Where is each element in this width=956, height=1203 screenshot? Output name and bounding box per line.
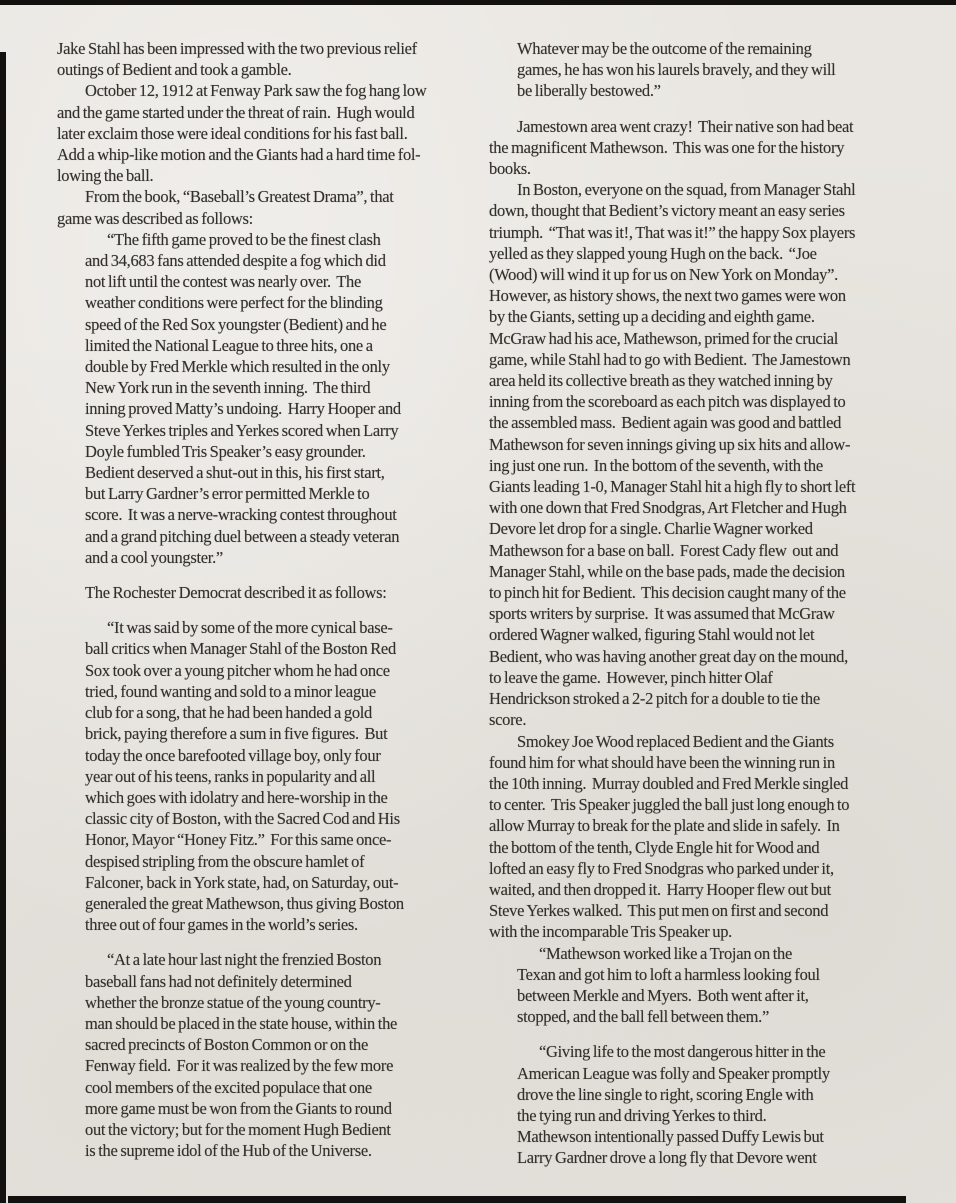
text-line: sports writers by surprise. It was assumed that McGraw <box>489 604 835 624</box>
text-line: down, thought that Bedient’s victory meant an easy series <box>489 201 845 221</box>
text-line: Bedient deserved a shut-out in this, his first start, <box>85 463 385 483</box>
text-line: which goes with idolatry and here-worship in the <box>85 787 388 807</box>
paragraph <box>57 949 477 1161</box>
text-line: Add a whip-like motion and the Giants had a hard time fol- <box>57 145 421 165</box>
text-line: “Giving life to the most dangerous hitter in the <box>539 1042 826 1062</box>
text-line: yelled as they slapped young Hugh on the back. “Joe <box>489 243 817 263</box>
paragraph <box>57 80 477 186</box>
text-line: between Merkle and Myers. Both went after it, <box>517 985 809 1005</box>
text-line: not lift until the contest was nearly over. The <box>85 272 361 292</box>
text-line: drove the line single to right, scoring Engle with <box>517 1084 814 1104</box>
text-line: ing just one run. In the bottom of the seventh, with the <box>489 455 823 475</box>
text-line: New York run in the seventh inning. The third <box>85 378 371 398</box>
text-line: later exclaim those were ideal conditions for his fast ball. <box>57 123 408 143</box>
text-line: Sox took over a young pitcher whom he had once <box>85 660 390 680</box>
text-line: Honor, Mayor “Honey Fitz.” For this same once- <box>85 830 392 850</box>
paragraph <box>489 1041 913 1168</box>
text-line: (Wood) will wind it up for us on New York on Monday”. <box>489 265 838 285</box>
text-line: double by Fred Merkle which resulted in the only <box>85 357 390 377</box>
text-line: Devore let drop for a single. Charlie Wagner worked <box>489 519 813 539</box>
text-line: man should be placed in the state house, within the <box>85 1013 398 1033</box>
text-line: be liberally bestowed.” <box>517 81 661 101</box>
text-line: Mathewson intentionally passed Duffy Lewis but <box>517 1127 824 1147</box>
text-line: the magnificent Mathewson. This was one for the history <box>489 137 845 157</box>
paragraph <box>489 943 913 1028</box>
text-line: stopped, and the ball fell between them.” <box>517 1007 770 1027</box>
text-line: “The fifth game proved to be the finest clash <box>107 229 381 249</box>
paragraph <box>489 179 913 730</box>
text-line: inning from the scoreboard as each pitch was displayed to <box>489 392 846 412</box>
text-line: Jamestown area went crazy! Their native son had beat <box>517 116 854 136</box>
text-line: Steve Yerkes walked. This put men on first and second <box>489 901 829 921</box>
text-line: In Boston, everyone on the squad, from Manager Stahl <box>517 180 856 200</box>
text-line: lowing the ball. <box>57 166 154 186</box>
text-line: October 12, 1912 at Fenway Park saw the fog hang low <box>85 81 427 101</box>
text-line: limited the National League to three hits, one a <box>85 335 373 355</box>
text-line: the 10th inning. Murray doubled and Fred Merkle singled <box>489 773 849 793</box>
left-text-column <box>57 38 477 1161</box>
text-line: Hendrickson stroked a 2-2 pitch for a double to tie the <box>489 689 820 709</box>
text-line: allow Murray to break for the plate and slide in safely. In <box>489 816 840 836</box>
right-text-column <box>489 38 913 1169</box>
text-line: cool members of the excited populace that one <box>85 1077 372 1097</box>
text-line: generaled the great Mathewson, thus giving Boston <box>85 893 404 913</box>
text-line: by the Giants, setting up a deciding and eighth game. <box>489 307 815 327</box>
text-line: the assembled mass. Bedient again was good and battled <box>489 413 842 433</box>
text-line: brick, paying therefore a sum in five figures. But <box>85 724 388 744</box>
text-line: Larry Gardner drove a long fly that Devore went <box>517 1148 817 1168</box>
text-line: Bedient, who was having another great day on the mound, <box>489 646 848 666</box>
text-line: Fenway field. For it was realized by the few more <box>85 1056 394 1076</box>
text-line: but Larry Gardner’s error permitted Merkle to <box>85 484 370 504</box>
text-line: game, while Stahl had to go with Bedient. The Jamestown <box>489 349 851 369</box>
text-line: triumph. “That was it!, That was it!” the happy Sox players <box>489 222 856 242</box>
text-line: From the book, “Baseball’s Greatest Drama”, that <box>85 187 394 207</box>
text-line: outings of Bedient and took a gamble. <box>57 60 292 80</box>
text-line: books. <box>489 159 531 179</box>
text-line: sacred precincts of Boston Common or on the <box>85 1035 368 1055</box>
text-line: game was described as follows: <box>57 208 253 228</box>
text-line: and 34,683 fans attended despite a fog which did <box>85 251 386 271</box>
text-line: to pinch hit for Bedient. This decision caught many of the <box>489 583 846 603</box>
text-line: McGraw had his ace, Mathewson, primed for the crucial <box>489 328 839 348</box>
text-line: classic city of Boston, with the Sacred Cod and His <box>85 809 400 829</box>
scan-edge-top <box>0 0 956 5</box>
text-line: speed of the Red Sox youngster (Bedient) and he <box>85 314 387 334</box>
text-line: ordered Wagner walked, figuring Stahl would not let <box>489 625 815 645</box>
text-line: score. It was a nerve-wracking contest throughout <box>85 505 397 525</box>
text-line: Doyle fumbled Tris Speaker’s easy grounder. <box>85 441 366 461</box>
text-line: out the victory; but for the moment Hugh Bedient <box>85 1119 391 1139</box>
text-line: year out of his teens, ranks in popularity and all <box>85 766 376 786</box>
text-line: games, he has won his laurels bravely, and they will <box>517 60 836 80</box>
text-line: to center. Tris Speaker juggled the ball just long enough to <box>489 795 850 815</box>
paragraph <box>489 731 913 943</box>
text-line: waited, and then dropped it. Harry Hooper flew out but <box>489 879 831 899</box>
text-line: Steve Yerkes triples and Yerkes scored when Larry <box>85 420 399 440</box>
paragraph <box>57 582 477 603</box>
text-line: whether the bronze statue of the young country- <box>85 992 381 1012</box>
paragraph <box>489 116 913 180</box>
scan-edge-bottom <box>8 1196 906 1203</box>
text-line: with the incomparable Tris Speaker up. <box>489 922 732 942</box>
paragraph <box>57 229 477 568</box>
text-line: weather conditions were perfect for the blinding <box>85 293 383 313</box>
text-line: inning proved Matty’s undoing. Harry Hooper and <box>85 399 401 419</box>
text-line: to leave the game. However, pinch hitter Olaf <box>489 667 773 687</box>
text-line: Whatever may be the outcome of the remaining <box>517 39 812 58</box>
text-line: and the game started under the threat of rain. Hugh would <box>57 102 415 122</box>
text-line: score. <box>489 710 527 730</box>
text-line: Falconer, back in York state, had, on Saturday, out- <box>85 872 399 892</box>
text-line: Smokey Joe Wood replaced Bedient and the Giants <box>517 731 834 751</box>
text-line: Giants leading 1-0, Manager Stahl hit a high fly to short left <box>489 477 856 497</box>
text-line: is the supreme idol of the Hub of the Universe. <box>85 1141 372 1161</box>
text-line: the bottom of the tenth, Clyde Engle hit for Wood and <box>489 837 820 857</box>
text-line: more game must be won from the Giants to round <box>85 1098 392 1118</box>
text-line: the tying run and driving Yerkes to third. <box>517 1105 767 1125</box>
paragraph <box>57 617 477 935</box>
paragraph <box>489 38 913 102</box>
text-line: despised stripling from the obscure hamlet of <box>85 851 365 871</box>
text-line: “Mathewson worked like a Trojan on the <box>539 943 792 963</box>
text-line: area held its collective breath as they watched inning by <box>489 371 833 391</box>
text-line: Texan and got him to loft a harmless looking foul <box>517 964 820 984</box>
text-line: American League was folly and Speaker promptly <box>517 1063 830 1083</box>
text-line: and a grand pitching duel between a steady veteran <box>85 526 400 546</box>
text-line: today the once barefooted village boy, only four <box>85 745 381 765</box>
text-line: with one down that Fred Snodgras, Art Fletcher and Hugh <box>489 498 847 518</box>
text-line: club for a song, that he had been handed a gold <box>85 703 373 723</box>
text-line: and a cool youngster.” <box>85 547 223 567</box>
text-line: tried, found wanting and sold to a minor league <box>85 681 376 701</box>
text-line: The Rochester Democrat described it as follows: <box>85 583 387 603</box>
text-line: lofted an easy fly to Fred Snodgras who parked under it, <box>489 858 834 878</box>
text-line: Mathewson for a base on ball. Forest Cady flew out and <box>489 540 839 560</box>
text-line: However, as history shows, the next two games were won <box>489 286 846 306</box>
text-line: found him for what should have been the winning run in <box>489 752 835 772</box>
text-line: “At a late hour last night the frenzied Boston <box>107 950 382 970</box>
text-line: three out of four games in the world’s series. <box>85 915 358 935</box>
text-line: Jake Stahl has been impressed with the two previous relief <box>57 39 417 58</box>
scan-edge-left <box>0 52 6 1203</box>
text-line: “It was said by some of the more cynical base- <box>107 618 393 638</box>
text-line: Manager Stahl, while on the base pads, made the decision <box>489 561 845 581</box>
paragraph <box>57 38 477 80</box>
paragraph <box>57 186 477 228</box>
text-line: baseball fans had not definitely determined <box>85 971 352 991</box>
text-line: Mathewson for seven innings giving up six hits and allow- <box>489 434 851 454</box>
text-line: ball critics when Manager Stahl of the Boston Red <box>85 639 396 659</box>
